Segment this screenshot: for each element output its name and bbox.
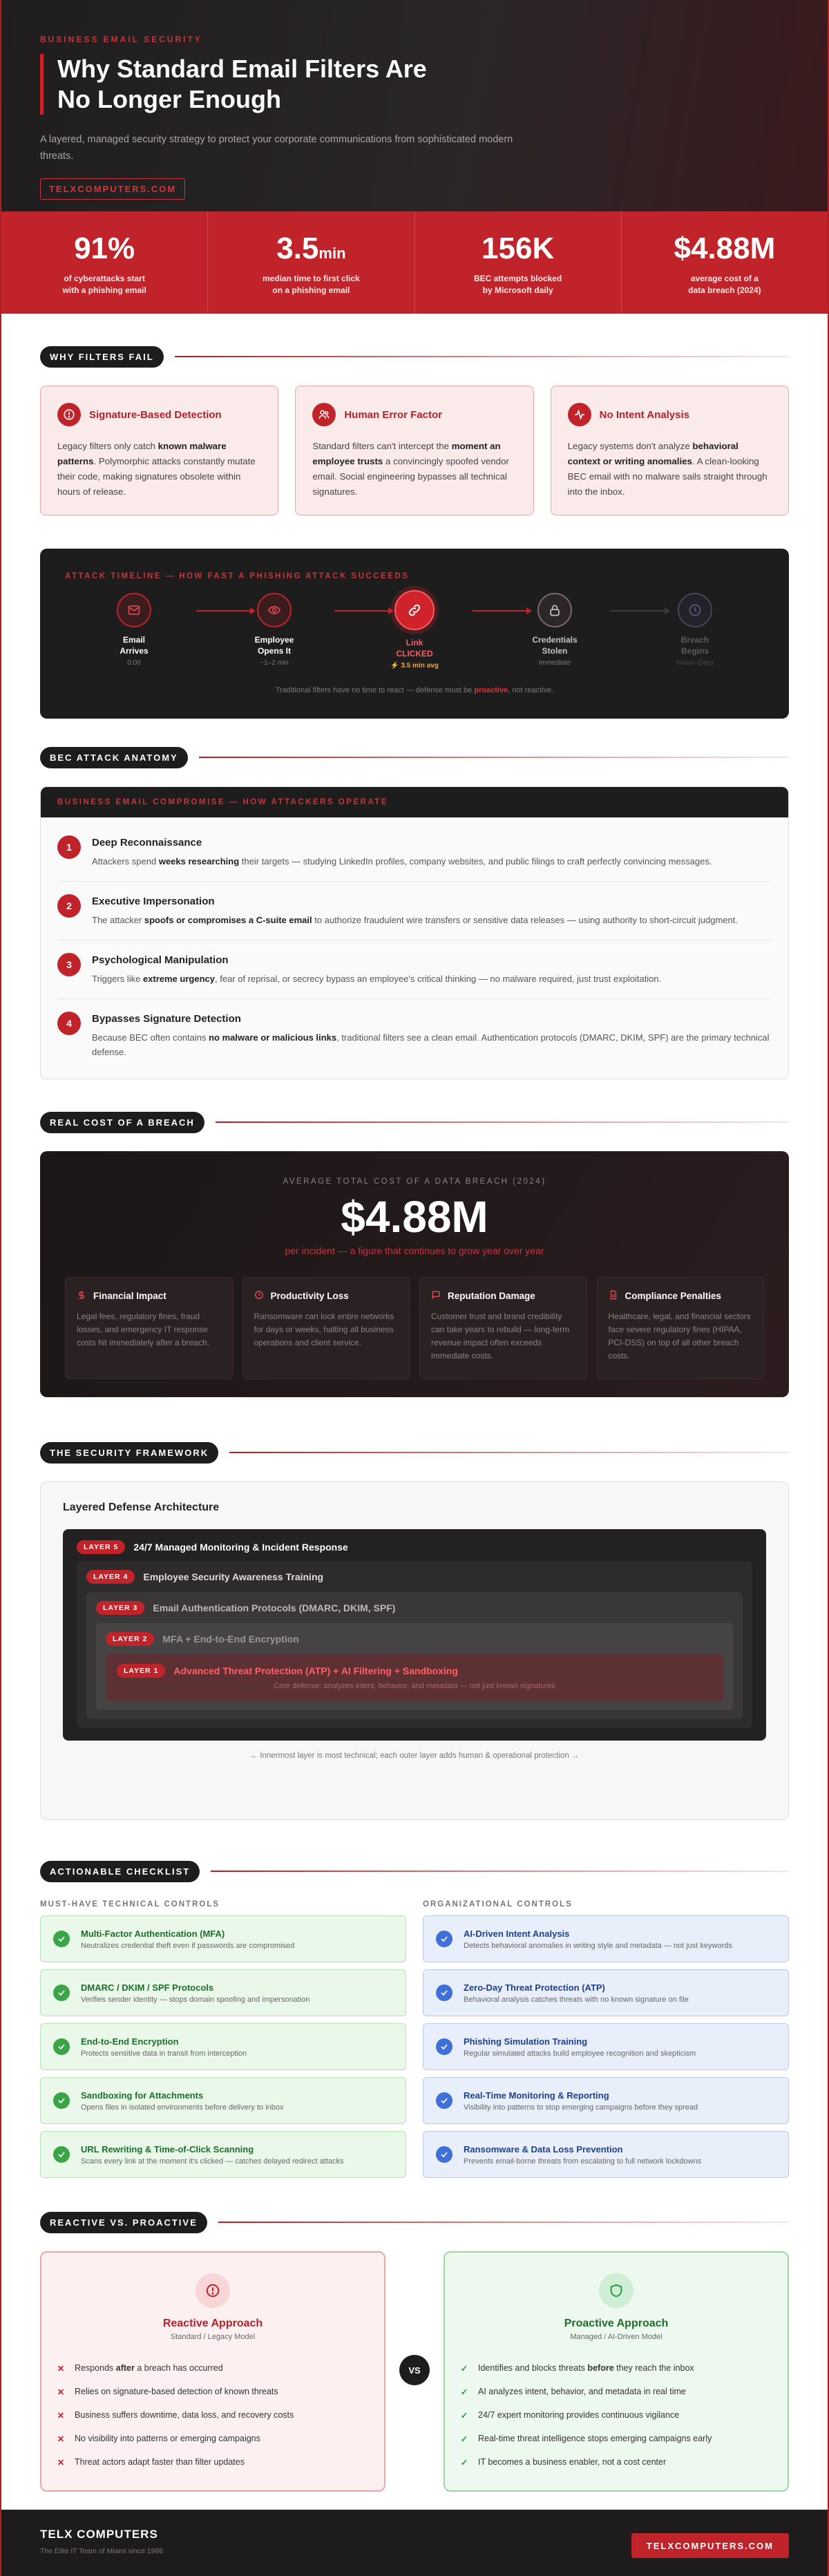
failure-card — [40, 386, 278, 515]
stat-click-time — [208, 211, 414, 314]
section-divider — [175, 356, 789, 357]
footer-website-button[interactable]: TELXCOMPUTERS.COM — [631, 2533, 789, 2558]
step-time: ⚡ 3.5 min avg — [390, 662, 439, 670]
layer-4 — [77, 1561, 752, 1728]
section-header — [40, 1860, 789, 1882]
hero-eyebrow: BUSINESS EMAIL SECURITY — [40, 35, 202, 44]
stat-value: 91% — [74, 231, 135, 265]
step-desc: The attacker spoofs or compromises a C-suite email to authorize fraudulent wire transfers or sensitive data releases — using authority to short-circuit judgment. — [92, 915, 738, 925]
cost-subtitle: per incident — a figure that continues to grow year over year — [285, 1245, 544, 1256]
card-subtitle: Managed / AI-Driven Model — [570, 2333, 663, 2341]
card-title: Human Error Factor — [344, 408, 443, 421]
checklist-item — [423, 2077, 789, 2124]
list-item: ✕ Threat actors adapt faster than filter updates — [57, 2457, 245, 2468]
step-title: Bypasses Signature Detection — [92, 1013, 241, 1025]
checklist-item — [40, 2023, 406, 2070]
timeline-step — [513, 593, 596, 670]
failure-card — [551, 386, 789, 515]
layer-name: Employee Security Awareness Training — [143, 1571, 324, 1582]
item-desc: Neutralizes credential theft even if passwords are compromised — [81, 1941, 295, 1950]
card-title: Compliance Penalties — [625, 1291, 722, 1301]
item-desc: Detects behavioral anomalies in writing style and metadata — not just keywords — [464, 1941, 732, 1950]
step-desc: Triggers like extreme urgency, fear of reprisal, or secrecy bypass an employee's critical thinking — no malware required, just trust exploitation. — [92, 974, 662, 984]
clock-icon — [678, 593, 712, 627]
check-icon: ✓ — [460, 2457, 468, 2468]
step-title: Executive Impersonation — [92, 896, 215, 907]
section-header — [40, 345, 789, 368]
x-icon: ✕ — [57, 2434, 65, 2444]
check-icon: ✓ — [460, 2363, 468, 2374]
item-title: AI-Driven Intent Analysis — [464, 1928, 570, 1939]
bec-step — [57, 882, 772, 940]
footer — [1, 2510, 828, 2576]
checklist-item — [40, 1969, 406, 2016]
message-icon — [431, 1290, 441, 1302]
step-time: ~1–2 min — [260, 659, 289, 667]
core-note: Core defense: analyzes intent, behavior, and metadata — not just known signatures — [274, 1682, 555, 1690]
bec-banner: BUSINESS EMAIL COMPROMISE — HOW ATTACKERS OPERATE — [41, 787, 788, 817]
layer-badge: LAYER 1 — [117, 1664, 165, 1678]
item-title: Phishing Simulation Training — [464, 2036, 588, 2047]
check-icon — [436, 1985, 452, 2001]
section-title: THE SECURITY FRAMEWORK — [40, 1442, 218, 1464]
item-title: Ransomware & Data Loss Prevention — [464, 2143, 623, 2154]
layer-badge: LAYER 5 — [77, 1540, 125, 1554]
footer-tagline: The Elite IT Team of Miami since 1998 — [40, 2547, 164, 2555]
item-title: DMARC / DKIM / SPF Protocols — [81, 1982, 214, 1993]
column-title: MUST-HAVE TECHNICAL CONTROLS — [40, 1900, 220, 1909]
bec-steps — [41, 817, 788, 1079]
checklist-item — [423, 1969, 789, 2016]
check-icon — [53, 2092, 70, 2109]
stat-label: average cost of a data breach (2024) — [688, 274, 761, 295]
stats-bar — [1, 211, 828, 314]
stat-phishing — [1, 211, 208, 314]
proactive-card — [444, 2251, 789, 2492]
timeline-step — [233, 593, 316, 670]
item-desc: Protects sensitive data in transit from interception — [81, 2049, 247, 2058]
defense-layers — [63, 1529, 766, 1741]
card-subtitle: Standard / Legacy Model — [170, 2333, 256, 2341]
card-desc: Ransomware can lock entire networks for days or weeks, halting all business operations and client service. — [254, 1311, 394, 1347]
card-desc: Legal fees, regulatory fines, fraud losses, and emergency IT response costs hit immediately after a breach. — [77, 1311, 210, 1347]
layer-name: Advanced Threat Protection (ATP) + AI Filtering + Sandboxing — [173, 1665, 458, 1676]
timeline-steps — [65, 593, 764, 670]
section-title: ACTIONABLE CHECKLIST — [40, 1861, 200, 1882]
checklist-item — [40, 1915, 406, 1962]
stat-breach-cost — [622, 211, 828, 314]
section-header — [40, 1111, 789, 1133]
framework-footnote: ← Innermost layer is most technical; each outer layer adds human & operational protection → — [249, 1752, 580, 1760]
framework-title: Layered Defense Architecture — [63, 1502, 220, 1513]
item-desc: Opens files in isolated environments before delivery to inbox — [81, 2103, 284, 2112]
list-item: ✓ AI analyzes intent, behavior, and metadata in real time — [460, 2387, 686, 2397]
list-item: ✕ Relies on signature-based detection of known threats — [57, 2387, 278, 2397]
footer-brand: TELX COMPUTERS — [40, 2528, 158, 2541]
step-name: Email Arrives — [120, 635, 149, 656]
cost-value: $4.88M — [341, 1192, 488, 1242]
proactive-list — [460, 2356, 772, 2474]
check-icon — [436, 2038, 452, 2055]
section-divider — [199, 757, 789, 758]
item-desc: Visibility into patterns to stop emerging campaigns before they spread — [464, 2103, 698, 2112]
checklist-item — [40, 2077, 406, 2124]
section-title: BEC ATTACK ANATOMY — [40, 747, 188, 768]
cost-eyebrow: AVERAGE TOTAL COST OF A DATA BREACH (2024) — [283, 1177, 546, 1186]
hero-title: Why Standard Email Filters Are No Longer Enough — [40, 54, 427, 115]
clock-icon — [254, 1290, 264, 1302]
cost-card — [242, 1277, 410, 1379]
item-title: Sandboxing for Attachments — [81, 2090, 204, 2101]
reactive-vs-proactive-section — [1, 2211, 828, 2492]
users-icon — [312, 403, 336, 426]
check-icon: ✓ — [460, 2410, 468, 2421]
layer-name: MFA + End-to-End Encryption — [162, 1633, 299, 1645]
section-header — [40, 1441, 789, 1464]
section-title: REAL COST OF A BREACH — [40, 1112, 204, 1133]
step-time: 0:00 — [127, 659, 141, 667]
layer-badge: LAYER 4 — [86, 1570, 135, 1584]
timeline-title: ATTACK TIMELINE — HOW FAST A PHISHING ATTACK SUCCEEDS — [65, 572, 410, 580]
card-title: Proactive Approach — [564, 2318, 669, 2329]
check-icon: ✓ — [460, 2387, 468, 2397]
layer-3 — [86, 1592, 743, 1719]
mail-icon — [117, 593, 151, 627]
hero-website-link[interactable]: TELXCOMPUTERS.COM — [40, 178, 185, 200]
column-title: ORGANIZATIONAL CONTROLS — [423, 1900, 573, 1909]
layer-2 — [96, 1623, 733, 1710]
step-time: Immediate — [538, 659, 571, 667]
layer-name: 24/7 Managed Monitoring & Incident Response — [133, 1542, 348, 1553]
card-title: Signature-Based Detection — [89, 408, 222, 421]
step-name: Credentials Stolen — [532, 635, 578, 656]
check-icon — [436, 2146, 452, 2163]
item-title: Multi-Factor Authentication (MFA) — [81, 1928, 225, 1939]
step-name: Breach Begins — [680, 635, 709, 656]
timeline-footnote: Traditional filters have no time to react — defense must be proactive, not reactive. — [275, 686, 554, 694]
stat-value: $4.88M — [674, 231, 776, 265]
card-body: Legacy systems don't analyze behavioral context or writing anomalies. A clean-looking BEC email with no malware sails straight through into the inbox. — [567, 441, 768, 497]
hero — [1, 0, 828, 211]
checklist-item — [423, 2131, 789, 2178]
step-title: Psychological Manipulation — [92, 954, 229, 966]
technical-controls — [40, 1900, 406, 2185]
step-number: 1 — [57, 835, 81, 859]
check-icon — [53, 1931, 70, 1947]
layer-1 — [106, 1654, 723, 1701]
layer-5 — [77, 1540, 752, 1728]
layer-name: Email Authentication Protocols (DMARC, DKIM, SPF) — [153, 1602, 396, 1613]
card-title: Financial Impact — [93, 1291, 166, 1301]
check-icon: ✓ — [460, 2434, 468, 2444]
check-icon — [436, 1931, 452, 1947]
activity-icon — [568, 403, 591, 426]
x-icon: ✕ — [57, 2457, 65, 2468]
card-body: Standard filters can't intercept the moment an employee trusts a convincingly spoofed vendor email. Social engineering bypasses all technical signatures. — [312, 441, 509, 497]
bec-panel — [40, 786, 789, 1079]
hero-subtitle: A layered, managed security strategy to protect your corporate communications from sophisticated modern threats. — [40, 134, 513, 162]
section-header — [40, 746, 789, 768]
section-divider — [229, 1452, 789, 1453]
failure-card — [295, 386, 533, 515]
cost-cards — [65, 1277, 764, 1379]
bec-step — [57, 940, 772, 999]
security-framework-section — [1, 1441, 828, 1820]
item-desc: Regular simulated attacks build employee recognition and skepticism — [464, 2049, 696, 2058]
item-desc: Behavioral analysis catches threats with no known signature on file — [464, 1995, 689, 2004]
check-icon — [53, 1985, 70, 2001]
item-title: Real-Time Monitoring & Reporting — [464, 2090, 609, 2101]
card-title: Reputation Damage — [448, 1291, 535, 1301]
lock-icon — [537, 593, 572, 627]
card-title: Reactive Approach — [162, 2318, 263, 2329]
shield-icon — [599, 2273, 633, 2308]
x-icon: ✕ — [57, 2410, 65, 2421]
item-desc: Verifies sender identity — stops domain spoofing and impersonation — [81, 1995, 310, 2004]
step-name: Employee Opens It — [254, 635, 294, 656]
cost-card — [419, 1277, 587, 1379]
item-title: End-to-End Encryption — [81, 2036, 179, 2047]
timeline-step-highlight — [373, 593, 456, 670]
checklist-section — [1, 1860, 828, 2185]
card-desc: Healthcare, legal, and financial sectors face severe regulatory fines (HIPAA, PCI-DSS) on top of all other breach costs. — [608, 1311, 751, 1361]
checklist-item — [423, 1915, 789, 1962]
step-desc: Because BEC often contains no malware or malicious links, traditional filters see a clean email. Authentication protocols (DMARC, DKIM, SPF) are the primary technical defense. — [92, 1032, 770, 1057]
check-icon — [436, 2092, 452, 2109]
step-time: Hours–Days — [676, 659, 714, 667]
section-title: REACTIVE VS. PROACTIVE — [40, 2212, 207, 2233]
step-number: 2 — [57, 894, 81, 918]
failure-cards — [40, 386, 789, 515]
list-item: ✓ 24/7 expert monitoring provides continuous vigilance — [460, 2410, 680, 2421]
document-icon — [609, 1290, 618, 1302]
layer-badge: LAYER 2 — [106, 1632, 154, 1646]
organizational-controls — [423, 1900, 789, 2185]
eye-icon — [257, 593, 292, 627]
vs-badge: VS — [399, 2355, 430, 2385]
stat-unit: min — [318, 245, 346, 262]
dollar-icon — [77, 1290, 86, 1302]
comparison — [40, 2251, 789, 2492]
step-number: 4 — [57, 1012, 81, 1035]
checklist-item — [40, 2131, 406, 2178]
cost-card — [597, 1277, 765, 1379]
list-item: ✓ Real-time threat intelligence stops emerging campaigns early — [460, 2434, 712, 2444]
section-divider — [218, 2222, 789, 2223]
cost-card — [65, 1277, 233, 1379]
card-title: Productivity Loss — [270, 1291, 349, 1301]
reactive-list — [57, 2356, 369, 2474]
item-title: Zero-Day Threat Protection (ATP) — [464, 1982, 605, 1993]
list-item: ✕ Business suffers downtime, data loss, and recovery costs — [57, 2410, 294, 2421]
alert-circle-icon — [57, 403, 81, 426]
reactive-card — [40, 2251, 385, 2492]
layer-badge: LAYER 3 — [96, 1601, 144, 1615]
stat-value: 3.5 — [276, 231, 319, 265]
step-name: Link CLICKED — [396, 638, 433, 659]
bec-step — [57, 823, 772, 882]
card-title: No Intent Analysis — [599, 408, 689, 421]
step-title: Deep Reconnaissance — [92, 837, 202, 849]
list-item: ✕ No visibility into patterns or emerging campaigns — [57, 2434, 260, 2444]
framework-panel — [40, 1481, 789, 1820]
why-filters-fail-section — [1, 345, 828, 719]
stat-label: BEC attempts blocked by Microsoft daily — [473, 274, 562, 295]
section-title: WHY FILTERS FAIL — [40, 346, 164, 368]
timeline-step — [93, 593, 175, 670]
step-desc: Attackers spend weeks researching their targets — studying LinkedIn profiles, company websites, and public filings to craft perfectly convincing messages. — [92, 856, 712, 866]
breach-cost-section — [1, 1111, 828, 1397]
stat-label: median time to first click on a phishing email — [263, 274, 360, 295]
link-icon — [394, 590, 435, 630]
item-desc: Prevents email-borne threats from escalating to full network lockdowns — [464, 2157, 702, 2166]
card-body: Legacy filters only catch known malware patterns. Polymorphic attacks constantly mutate their code, making signatures obsolete within hours of release. — [57, 441, 256, 497]
card-desc: Customer trust and brand credibility can take years to rebuild — long-term revenue impact often exceeds immediate costs. — [431, 1311, 570, 1361]
bec-step — [57, 999, 772, 1072]
stat-label: of cyberattacks start with a phishing email — [62, 274, 146, 295]
check-icon — [53, 2038, 70, 2055]
check-icon — [53, 2146, 70, 2163]
attack-timeline — [40, 549, 789, 719]
list-item: ✓ IT becomes a business enabler, not a cost center — [460, 2457, 667, 2468]
step-number: 3 — [57, 953, 81, 976]
list-item: ✓ Identifies and blocks threats before they reach the inbox — [460, 2363, 694, 2374]
item-desc: Scans every link at the moment it's clicked — catches delayed redirect attacks — [81, 2157, 344, 2166]
cost-panel — [40, 1151, 789, 1397]
checklist-columns — [40, 1900, 789, 2185]
section-divider — [211, 1871, 789, 1872]
timeline-step — [654, 593, 736, 670]
alert-circle-icon — [196, 2273, 230, 2308]
stat-value: 156K — [482, 231, 555, 265]
x-icon: ✕ — [57, 2363, 65, 2374]
stat-bec — [415, 211, 622, 314]
item-title: URL Rewriting & Time-of-Click Scanning — [81, 2143, 254, 2154]
x-icon: ✕ — [57, 2387, 65, 2397]
list-item: ✕ Responds after a breach has occurred — [57, 2363, 223, 2374]
section-header — [40, 2211, 789, 2233]
bec-section — [1, 746, 828, 1079]
section-divider — [216, 1121, 789, 1123]
checklist-item — [423, 2023, 789, 2070]
